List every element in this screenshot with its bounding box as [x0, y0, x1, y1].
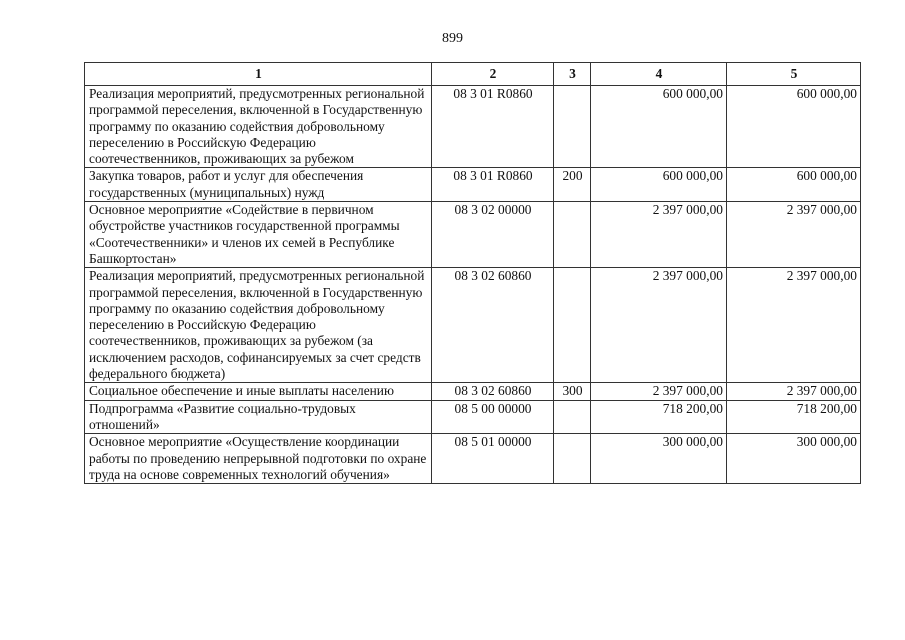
row-code: 08 3 02 60860: [432, 383, 554, 400]
row-type: [554, 86, 591, 168]
row-name: Подпрограмма «Развитие социально-трудовых отношений»: [85, 400, 432, 434]
row-value-col5: 2 397 000,00: [727, 383, 861, 400]
row-name: Основное мероприятие «Содействие в первичном обустройстве участников государственной программы «Соотечественники» и членов их семей в Республике Башкортостан»: [85, 202, 432, 268]
header-row: [85, 63, 861, 86]
table-row: [85, 434, 861, 484]
row-type: [554, 434, 591, 484]
row-name: Реализация мероприятий, предусмотренных региональной программой переселения, включенной в Государственную программу по оказанию содействия добровольному переселению в Российскую Федерацию соотечественников, проживающих за рубежом (за исключением расходов, софинансируемых за счет средств федерального бюджета): [85, 268, 432, 383]
row-value-col5: 2 397 000,00: [727, 268, 861, 383]
row-type: [554, 202, 591, 268]
page-number: 899: [442, 31, 463, 46]
row-value-col4: 300 000,00: [591, 434, 727, 484]
row-type: [554, 400, 591, 434]
table-row: [85, 202, 861, 268]
row-code: 08 3 02 60860: [432, 268, 554, 383]
table-row: [85, 383, 861, 400]
row-value-col5: 600 000,00: [727, 86, 861, 168]
table-row: [85, 400, 861, 434]
row-code: 08 3 02 00000: [432, 202, 554, 268]
table-row: [85, 86, 861, 168]
row-type: 200: [554, 168, 591, 202]
row-type: [554, 268, 591, 383]
row-value-col4: 2 397 000,00: [591, 268, 727, 383]
row-name: Реализация мероприятий, предусмотренных региональной программой переселения, включенной в Государственную программу по оказанию содействия добровольному переселению в Российскую Федерацию соотечественников, проживающих за рубежом: [85, 86, 432, 168]
row-value-col4: 600 000,00: [591, 168, 727, 202]
header-col-2: 2: [432, 63, 554, 86]
row-value-col5: 600 000,00: [727, 168, 861, 202]
row-value-col4: 718 200,00: [591, 400, 727, 434]
budget-table: [84, 62, 861, 484]
row-value-col5: 300 000,00: [727, 434, 861, 484]
row-type: 300: [554, 383, 591, 400]
row-value-col4: 2 397 000,00: [591, 202, 727, 268]
row-value-col5: 718 200,00: [727, 400, 861, 434]
row-name: Социальное обеспечение и иные выплаты населению: [85, 383, 432, 400]
row-value-col5: 2 397 000,00: [727, 202, 861, 268]
header-col-1: 1: [85, 63, 432, 86]
row-value-col4: 600 000,00: [591, 86, 727, 168]
row-name: Основное мероприятие «Осуществление координации работы по проведению непрерывной подготовки по охране труда на основе современных технологий обучения»: [85, 434, 432, 484]
row-code: 08 5 01 00000: [432, 434, 554, 484]
header-col-3: 3: [554, 63, 591, 86]
table-header: [85, 63, 861, 86]
table-body: [85, 86, 861, 484]
row-code: 08 5 00 00000: [432, 400, 554, 434]
header-col-5: 5: [727, 63, 861, 86]
row-name: Закупка товаров, работ и услуг для обеспечения государственных (муниципальных) нужд: [85, 168, 432, 202]
row-value-col4: 2 397 000,00: [591, 383, 727, 400]
row-code: 08 3 01 R0860: [432, 168, 554, 202]
table-row: [85, 268, 861, 383]
header-col-4: 4: [591, 63, 727, 86]
table-row: [85, 168, 861, 202]
row-code: 08 3 01 R0860: [432, 86, 554, 168]
